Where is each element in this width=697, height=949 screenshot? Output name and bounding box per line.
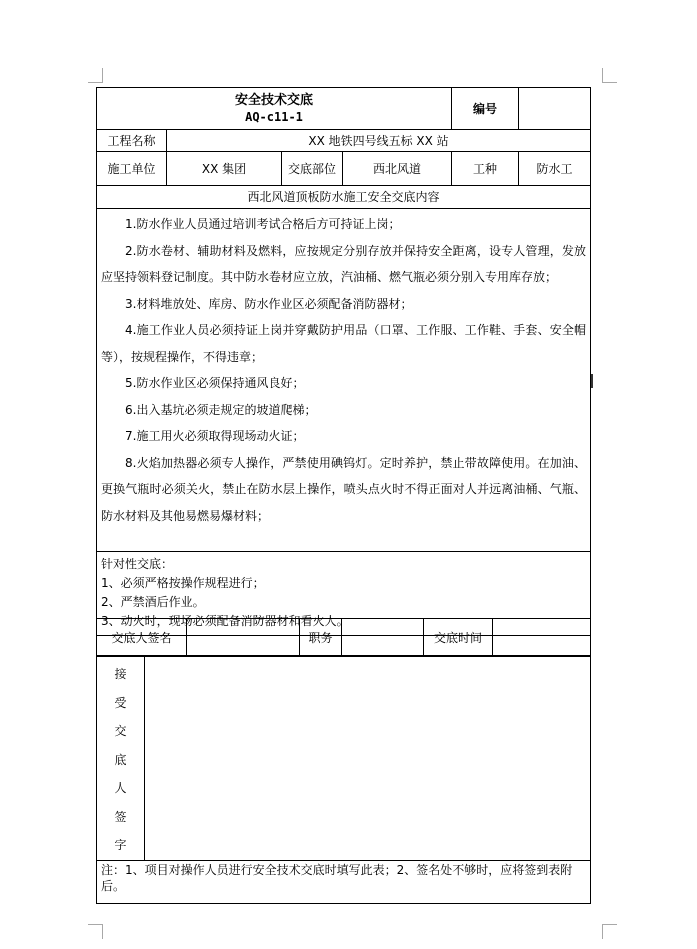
number-value-field[interactable]: [519, 88, 591, 130]
disclosure-content[interactable]: [97, 209, 591, 552]
content-item: 2.防水卷材、辅助材料及燃料，应按规定分别存放并保持安全距离，设专人管理，发放应坚持领料登记制度。其中防水卷材应立放，汽油桶、燃气瓶必须分别入专用库存放；: [101, 243, 587, 284]
receiver-sign-char: 人: [114, 781, 127, 795]
work-type-value[interactable]: 防水工: [519, 152, 591, 186]
targeted-item: 2、严禁酒后作业。: [101, 595, 205, 609]
text-cursor: [591, 374, 593, 388]
targeted-title: 针对性交底：: [101, 557, 174, 571]
targeted-item: 1、必须严格按操作规程进行；: [101, 576, 265, 590]
receiver-sign-char: 受: [114, 695, 127, 710]
content-blank-space: [101, 529, 586, 551]
content-item: 5.防水作业区必须保持通风良好；: [125, 376, 305, 390]
project-name-label: 工程名称: [97, 130, 167, 152]
targeted-item: 3、动火时，现场必须配备消防器材和看火人。: [101, 614, 349, 628]
receiver-sign-char: 接: [114, 667, 127, 681]
number-label: 编号: [452, 88, 519, 130]
content-item: 3.材料堆放处、库房、防水作业区必须配备消防器材；: [125, 296, 413, 311]
page-corner-mark-bottom-left: [88, 924, 103, 939]
disclosure-time-label: 交底时间: [424, 619, 493, 657]
sign-section: [96, 618, 591, 657]
construction-unit-label: 施工单位: [97, 152, 167, 186]
disclosure-part-value[interactable]: 西北风道: [343, 152, 452, 186]
position-label-cell: 职务: [300, 619, 342, 657]
content-item: 6.出入基坑必须走规定的坡道爬梯；: [125, 402, 317, 417]
content-title: 西北风道顶板防水施工安全交底内容: [97, 186, 591, 209]
work-type-label: 工种: [452, 152, 519, 186]
form-note: 注：1、项目对操作人员进行安全技术交底时填写此表；2、签名处不够时，应将签到表附后。: [97, 860, 591, 903]
form-code: AQ-c11-1: [245, 110, 303, 124]
receiver-sign-area[interactable]: [145, 656, 591, 861]
form-title: 安全技术交底: [235, 93, 314, 108]
receiver-sign-char: 交: [114, 724, 127, 738]
discloser-sign-input[interactable]: [187, 619, 300, 657]
construction-unit-value[interactable]: XX 集团: [167, 152, 282, 186]
disclosure-part-label: 交底部位: [282, 152, 343, 186]
receiver-sign-label: [97, 656, 145, 861]
content-item: 1.防水作业人员通过培训考试合格后方可持证上岗；: [125, 217, 401, 231]
page-corner-mark-bottom-right: [602, 924, 617, 939]
content-item: 8.火焰加热器必须专人操作，严禁使用碘钨灯。定时养护，禁止带故障使用。在加油、更换气瓶时必须关火，禁止在防水层上操作，喷头点火时不得正面对人并远离油桶、气瓶、防水材料及其他易燃易爆材料；: [101, 455, 587, 523]
disclosure-time-input[interactable]: [493, 619, 591, 657]
page-corner-mark-top-left: [88, 68, 103, 83]
receiver-sign-char: 字: [114, 838, 127, 852]
position-input[interactable]: [342, 619, 424, 657]
form-title-cell: [97, 88, 452, 130]
project-name-value[interactable]: XX 地铁四号线五标 XX 站: [167, 130, 591, 152]
content-item: 7.施工用火必须取得现场动火证；: [125, 429, 305, 443]
receiver-section: [96, 655, 591, 904]
receiver-sign-char: 签: [114, 809, 127, 824]
page-corner-mark-top-right: [602, 68, 617, 83]
receiver-sign-char: 底: [114, 752, 127, 767]
safety-disclosure-form: [96, 87, 591, 636]
content-item: 4.施工作业人员必须持证上岗并穿戴防护用品（口罩、工作服、工作鞋、手套、安全帽等），按规程操作，不得违章；: [101, 323, 587, 364]
discloser-sign-label-cell: 交底人签名: [97, 619, 187, 657]
